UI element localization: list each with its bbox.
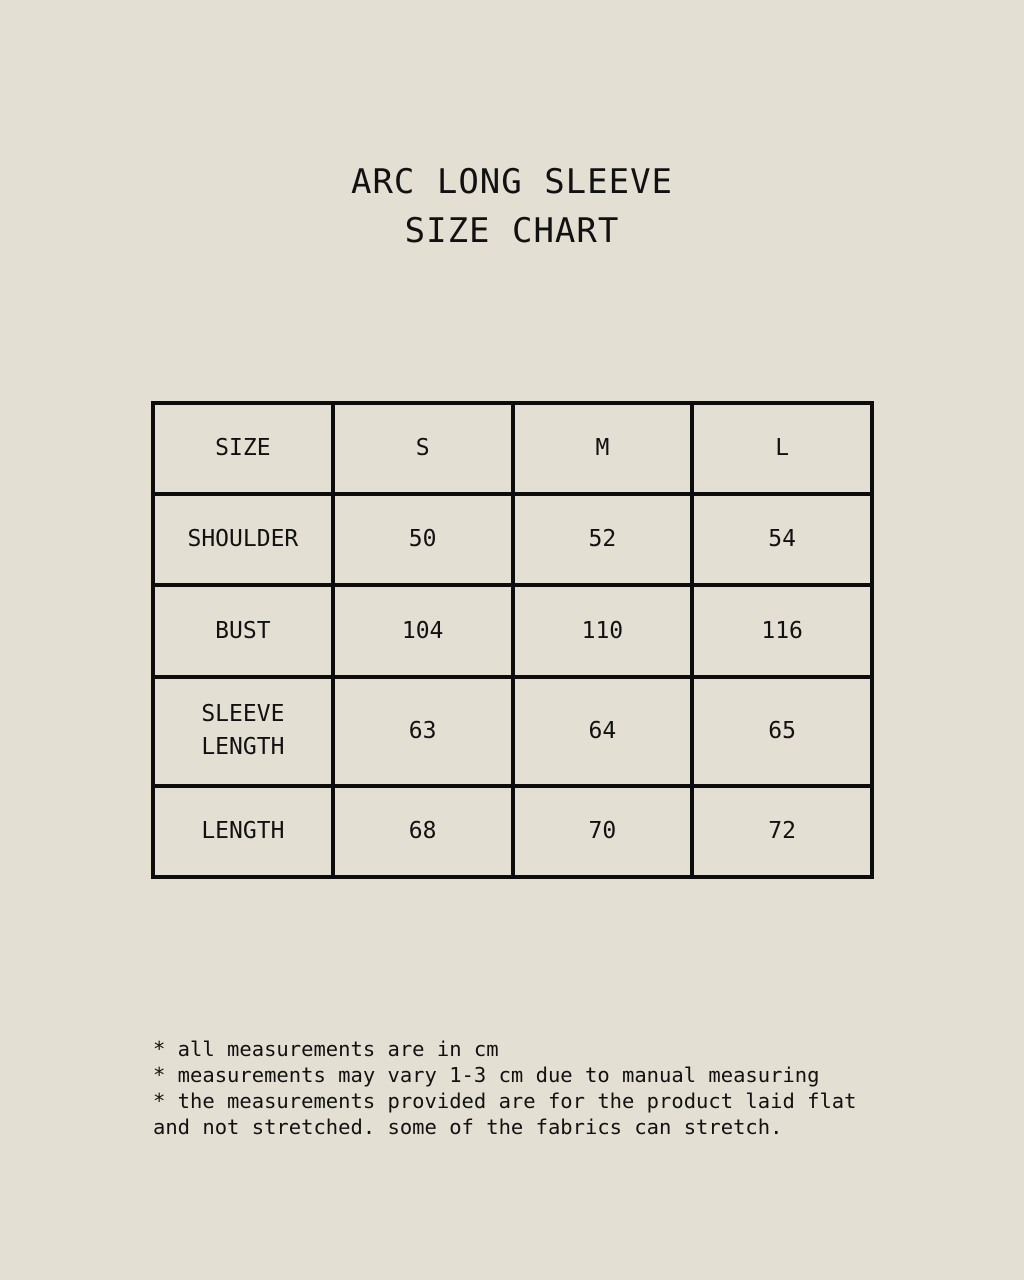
table-cell: 68 [333,786,513,877]
page-title [0,158,1024,256]
header-cell-size: SIZE [153,403,333,494]
table-row-bust [153,585,872,676]
table-cell: 116 [692,585,872,676]
table-row-sleeve-length [153,677,872,786]
page-title-line-1: ARC LONG SLEEVE [350,162,674,202]
table-cell: 72 [692,786,872,877]
table-row-shoulder [153,494,872,585]
table-cell: 54 [692,494,872,585]
header-cell-s: S [333,403,513,494]
table-cell: 110 [513,585,693,676]
row-label-line-1: SLEEVE [201,701,285,728]
page-title-line-2: SIZE CHART [404,211,620,251]
table-cell: 70 [513,786,693,877]
row-label [153,677,333,786]
table-cell: 50 [333,494,513,585]
table-cell: 52 [513,494,693,585]
row-label: BUST [153,585,333,676]
table-cell: 64 [513,677,693,786]
note-line-4: and not stretched. some of the fabrics can stretch. [153,1115,783,1139]
note-line-2: * measurements may vary 1-3 cm due to manual measuring [153,1063,820,1087]
table-cell: 104 [333,585,513,676]
row-label-line-2: LENGTH [201,734,285,761]
note-line-3: * the measurements provided are for the product laid flat [153,1089,857,1113]
table-cell: 63 [333,677,513,786]
note-line-1: * all measurements are in cm [153,1037,499,1061]
table-row-length [153,786,872,877]
row-label: SHOULDER [153,494,333,585]
row-label: LENGTH [153,786,333,877]
table-header-row [153,403,872,494]
table-cell: 65 [692,677,872,786]
measurement-notes [153,1036,913,1140]
header-cell-m: M [513,403,693,494]
size-chart-table [151,401,874,879]
header-cell-l: L [692,403,872,494]
